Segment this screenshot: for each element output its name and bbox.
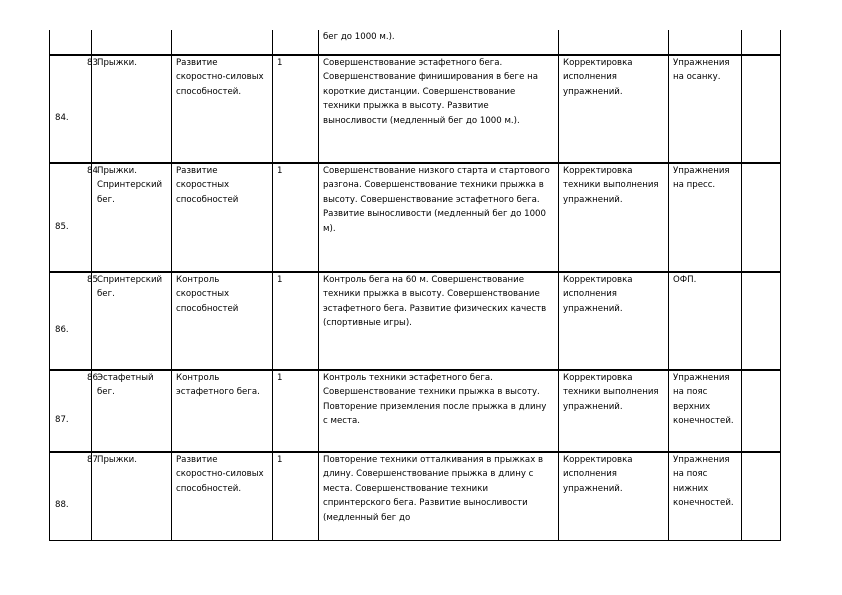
correction-cell bbox=[559, 30, 669, 55]
row-number-cell bbox=[50, 272, 92, 370]
content-cell: Контроль бега на 60 м. Совершенствование техники прыжка в высоту. Совершенствование эстафетного бега. Развитие физических качеств (спортивные игры). bbox=[319, 272, 559, 370]
extra-cell bbox=[742, 370, 781, 452]
hours-cell bbox=[273, 30, 319, 55]
topic-text: Прыжки. bbox=[97, 58, 137, 68]
row-number: 86. bbox=[55, 325, 69, 335]
correction-cell: Корректировка техники выполнения упражнений. bbox=[559, 163, 669, 272]
extra-cell bbox=[742, 452, 781, 540]
content-cell: бег до 1000 м.). bbox=[319, 30, 559, 55]
lesson-number: 85 bbox=[87, 275, 98, 285]
hours-cell: 1 bbox=[273, 55, 319, 163]
hours-cell: 1 bbox=[273, 163, 319, 272]
row-number-cell bbox=[50, 452, 92, 540]
content-cell: Совершенствование эстафетного бега. Совершенствование финиширования в беге на короткие дистанции. Совершенствование техники прыжка в высоту. Развитие выносливости (медленный бег до 1000 м.). bbox=[319, 55, 559, 163]
topic-text: Прыжки. bbox=[97, 455, 137, 465]
lesson-number: 86 bbox=[87, 373, 98, 383]
hours-cell: 1 bbox=[273, 272, 319, 370]
extra-cell bbox=[742, 55, 781, 163]
table-row bbox=[50, 30, 781, 55]
row-number: 88. bbox=[55, 500, 69, 511]
hours-cell: 1 bbox=[273, 452, 319, 540]
topic-text: Эстафетный бег. bbox=[97, 373, 154, 398]
extra-cell bbox=[742, 163, 781, 272]
homework-cell: ОФП. bbox=[669, 272, 742, 370]
correction-cell: Корректировка исполнения упражнений. bbox=[559, 55, 669, 163]
table-row bbox=[50, 55, 781, 163]
topic-cell bbox=[87, 55, 172, 163]
homework-cell: Упражнения на пояс нижних конечностей. bbox=[669, 452, 742, 540]
topic-cell bbox=[87, 272, 172, 370]
correction-cell: Корректировка исполнения упражнений. bbox=[559, 452, 669, 540]
lesson-number: 83 bbox=[87, 58, 98, 68]
content-cell: Совершенствование низкого старта и стартового разгона. Совершенствование техники прыжка в высоту. Совершенствование эстафетного бега. Развитие выносливости (медленный бег до 1000 м). bbox=[319, 163, 559, 272]
lesson-number: 87 bbox=[87, 455, 98, 465]
content-cell: Повторение техники отталкивания в прыжках в длину. Совершенствование прыжка в длину с места. Совершенствование техники спринтерского бега. Развитие выносливости (медленный бег до bbox=[319, 452, 559, 540]
topic-cell bbox=[87, 370, 172, 452]
goal-cell: Контроль скоростных способностей bbox=[172, 272, 273, 370]
homework-cell bbox=[669, 30, 742, 55]
topic-text: Спринтерский бег. bbox=[97, 275, 163, 300]
correction-cell: Корректировка исполнения упражнений. bbox=[559, 272, 669, 370]
table-row bbox=[50, 452, 781, 540]
topic-cell bbox=[87, 163, 172, 272]
row-number: 85. bbox=[55, 221, 69, 232]
correction-cell: Корректировка техники выполнения упражнений. bbox=[559, 370, 669, 452]
topic-cell bbox=[92, 30, 172, 55]
table-row bbox=[50, 163, 781, 272]
goal-cell bbox=[172, 30, 273, 55]
row-number-cell bbox=[50, 163, 92, 272]
table-row bbox=[50, 272, 781, 370]
goal-cell: Контроль эстафетного бега. bbox=[172, 370, 273, 452]
table-row bbox=[50, 370, 781, 452]
homework-cell: Упражнения на пояс верхних конечностей. bbox=[669, 370, 742, 452]
goal-cell: Развитие скоростно-силовых способностей. bbox=[172, 452, 273, 540]
lesson-number: 84 bbox=[87, 166, 98, 176]
row-number-cell bbox=[50, 30, 92, 55]
homework-cell: Упражнения на осанку. bbox=[669, 55, 742, 163]
goal-cell: Развитие скоростно-силовых способностей. bbox=[172, 55, 273, 163]
topic-cell bbox=[87, 452, 172, 540]
extra-cell bbox=[742, 30, 781, 55]
row-number-cell bbox=[50, 55, 92, 163]
hours-cell: 1 bbox=[273, 370, 319, 452]
topic-text: Прыжки. Спринтерский бег. bbox=[97, 166, 163, 205]
row-number-cell bbox=[50, 370, 92, 452]
homework-cell: Упражнения на пресс. bbox=[669, 163, 742, 272]
row-number: 87. bbox=[55, 415, 69, 425]
content-cell: Контроль техники эстафетного бега. Совершенствование техники прыжка в высоту. Повторение приземления после прыжка в длину с места. bbox=[319, 370, 559, 452]
row-number: 84. bbox=[55, 113, 69, 123]
extra-cell bbox=[742, 272, 781, 370]
goal-cell: Развитие скоростных способностей bbox=[172, 163, 273, 272]
lesson-plan-table bbox=[49, 30, 781, 541]
